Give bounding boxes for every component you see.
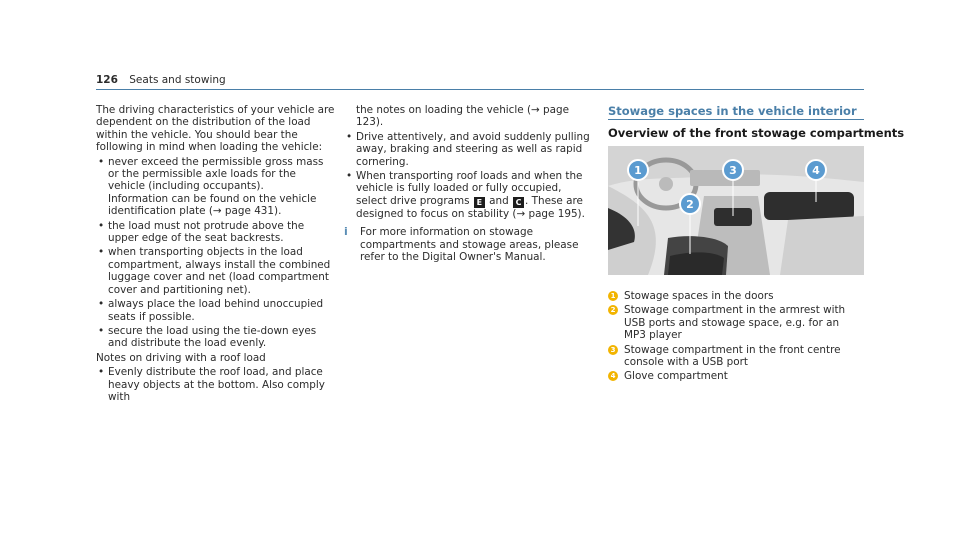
middle-column [344,104,592,263]
page-number: 126 [96,74,118,86]
subsection-title: Overview of the front stowage compartments [608,126,905,140]
svg-text:2: 2 [686,198,694,211]
left-column [96,104,336,403]
list-item: • Evenly distribute the roof load, and place heavy objects at the bottom. Also comply with [96,366,336,403]
continuation-text: the notes on loading the vehicle (→ page 123). [356,104,569,129]
intro-paragraph: The driving characteristics of your vehicle are dependent on the distribution of the load within the vehicle. You should bear the following in mind when loading the vehicle: [96,104,335,154]
legend-item: 3 Stowage compartment in the front centre console with a USB port [608,344,864,369]
number-badge: 4 [608,371,618,381]
legend-item: 1 Stowage spaces in the doors [608,290,864,302]
svg-text:3: 3 [729,164,737,177]
page-header [96,74,226,86]
section-divider [608,119,864,120]
list-item: • when transporting objects in the load compartment, always install the combined luggage cover and net (load compartment cover and partitioning net). [96,246,336,296]
legend-item: 4 Glove compartment [608,370,864,382]
list-item: • When transporting roof loads and when the vehicle is fully loaded or fully occupied, select drive programs E and C . These are designed to focus on stability (→ page 195). [344,170,592,220]
drive-program-e-key: E [474,197,485,208]
section-title: Stowage spaces in the vehicle interior [608,104,857,118]
list-item: • the load must not protrude above the upper edge of the seat backrests. [96,220,336,245]
number-badge: 1 [608,291,618,301]
list-item: • secure the load using the tie-down eyes and distribute the load evenly. [96,325,336,350]
drive-program-c-key: C [513,197,524,208]
info-note: i For more information on stowage compartments and stowage areas, please refer to the Digital Owner's Manual. [344,225,579,264]
svg-text:1: 1 [634,164,642,177]
info-icon: i [344,225,348,239]
legend-item: 2 Stowage compartment in the armrest with USB ports and stowage space, e.g. for an MP3 player [608,304,864,341]
interior-illustration [608,146,864,275]
list-item: • Drive attentively, and avoid suddenly pulling away, braking and steering as well as rapid cornering. [344,131,592,168]
list-item: • never exceed the permissible gross mass or the permissible axle loads for the vehicle (including occupants). Information can be found on the vehicle identification plate (→ page 431). [96,156,336,218]
figure-legend [608,290,864,385]
number-badge: 3 [608,345,618,355]
list-item: • always place the load behind unoccupied seats if possible. [96,298,336,323]
roof-load-heading: Notes on driving with a roof load [96,351,266,364]
id-plate-info: Information can be found on the vehicle identification plate (→ page 431). [108,192,317,218]
chapter-title: Seats and stowing [129,74,226,86]
header-divider [96,89,864,90]
svg-text:4: 4 [812,164,820,177]
number-badge: 2 [608,305,618,315]
